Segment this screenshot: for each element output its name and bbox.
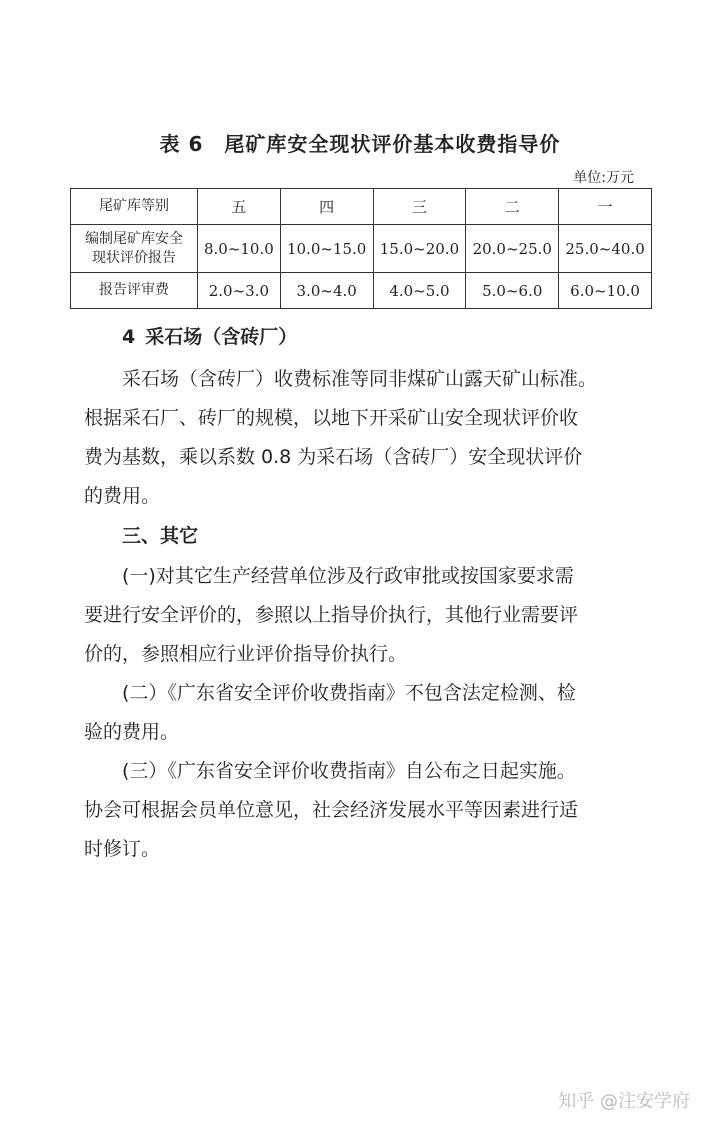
section-title: 采石场（含砖厂） <box>145 326 298 348</box>
header-label: 尾矿库等别 <box>71 189 198 225</box>
header-col: 五 <box>198 189 281 225</box>
row-label-line: 编制尾矿库安全 <box>85 230 183 247</box>
paragraph-line: (三）《广东省安全评价收费指南》自公布之日起实施。 <box>122 760 576 782</box>
paragraph-line: 根据采石厂、砖厂的规模，以地下开采矿山安全现状评价收 <box>84 407 579 429</box>
table-row <box>71 273 652 309</box>
table-cell: 2.0~3.0 <box>198 273 281 309</box>
row-label-line: 报告评审费 <box>99 282 169 298</box>
paragraph-line: (一)对其它生产经营单位涉及行政审批或按国家要求需 <box>122 565 574 587</box>
paragraph-line: 协会可根据会员单位意见，社会经济发展水平等因素进行适 <box>84 799 579 821</box>
section-4-heading <box>122 322 297 349</box>
table-row <box>71 225 652 273</box>
row-label <box>71 273 198 309</box>
table-unit: 单位:万元 <box>573 170 634 186</box>
section-number: 4 <box>122 326 136 348</box>
table-cell: 4.0~5.0 <box>373 273 466 309</box>
watermark: 知乎 @注安学府 <box>558 1091 690 1112</box>
header-col: 二 <box>466 189 559 225</box>
table-cell: 3.0~4.0 <box>280 273 373 309</box>
table-cell: 20.0~25.0 <box>466 225 559 273</box>
section-3-item-2 <box>84 674 654 752</box>
section-4-paragraph <box>84 360 654 516</box>
section-3-item-3 <box>84 752 654 869</box>
table-cell: 25.0~40.0 <box>559 225 652 273</box>
paragraph-line: 采石场（含砖厂）收费标准等同非煤矿山露天矿山标准。 <box>122 368 598 390</box>
header-col: 一 <box>559 189 652 225</box>
paragraph-line: 的费用。 <box>84 485 161 507</box>
section-3-item-1 <box>84 557 654 674</box>
row-label-line: 现状评价报告 <box>92 249 176 266</box>
section-3-heading: 三、其它 <box>122 525 199 547</box>
paragraph-line: 费为基数，乘以系数 0.8 为采石场（含砖厂）安全现状评价 <box>84 446 583 468</box>
paragraph-line: 时修订。 <box>84 838 161 860</box>
paragraph-line: 价的，参照相应行业评价指导价执行。 <box>84 643 408 665</box>
paragraph-line: 要进行安全评价的，参照以上指导价执行，其他行业需要评 <box>84 604 579 626</box>
table-cell: 10.0~15.0 <box>280 225 373 273</box>
row-label <box>71 225 198 273</box>
table-cell: 8.0~10.0 <box>198 225 281 273</box>
table-header-row <box>71 189 652 225</box>
table-cell: 15.0~20.0 <box>373 225 466 273</box>
header-col: 四 <box>280 189 373 225</box>
paragraph-line: (二）《广东省安全评价收费指南》不包含法定检测、检 <box>122 682 576 704</box>
table-title: 表 6 尾矿库安全现状评价基本收费指导价 <box>159 132 561 156</box>
paragraph-line: 验的费用。 <box>84 721 180 743</box>
fee-table <box>70 188 652 309</box>
table-cell: 6.0~10.0 <box>559 273 652 309</box>
header-col: 三 <box>373 189 466 225</box>
table-cell: 5.0~6.0 <box>466 273 559 309</box>
